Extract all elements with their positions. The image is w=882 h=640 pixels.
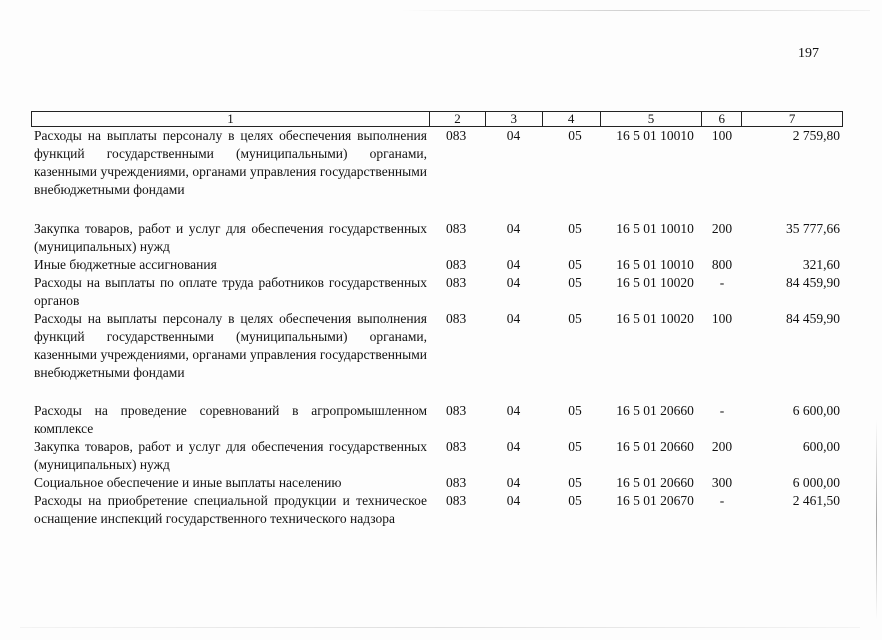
table-row — [31, 274, 843, 310]
amount: 35 777,66 — [786, 221, 840, 236]
target-article-code: 16 5 01 20660 — [616, 403, 694, 418]
amount: 6 600,00 — [792, 403, 840, 418]
expense-name: Социальное обеспечение и иные выплаты населению — [34, 475, 342, 490]
expense-name: Закупка товаров, работ и услуг для обеспечения государственных (муниципальных) нужд — [34, 439, 427, 472]
table-row — [31, 438, 843, 474]
subsection-code: 05 — [568, 439, 582, 454]
column-header-1: 1 — [227, 111, 234, 126]
subsection-code: 05 — [568, 275, 582, 290]
amount: 6 000,00 — [792, 475, 840, 490]
subsection-code: 05 — [568, 493, 582, 508]
section-code: 04 — [506, 221, 521, 236]
expense-name: Расходы на выплаты по оплате труда работников государственных органов — [34, 275, 427, 308]
ministry-code: 083 — [446, 128, 467, 143]
table-row — [31, 310, 843, 382]
section-code: 04 — [506, 403, 521, 418]
target-article-code: 16 5 01 10020 — [616, 311, 694, 326]
section-code: 04 — [506, 275, 521, 290]
expense-name: Расходы на проведение соревнований в агропромышленном комплексе — [34, 403, 427, 436]
expense-name: Расходы на выплаты персоналу в целях обеспечения выполнения функций государственными (муниципальными) органами, казенными учреждениями, органами управления государственными внебюджетными фондами — [34, 311, 427, 380]
expense-type-code: - — [719, 403, 725, 418]
subsection-code: 05 — [568, 475, 582, 490]
section-code: 04 — [506, 311, 521, 326]
table-row — [31, 256, 843, 274]
table-row — [31, 474, 843, 492]
table-row — [31, 492, 843, 528]
target-article-code: 16 5 01 10020 — [616, 275, 694, 290]
ministry-code: 083 — [446, 475, 467, 490]
expense-type-code: 100 — [711, 311, 733, 326]
subsection-code: 05 — [568, 403, 582, 418]
target-article-code: 16 5 01 10010 — [616, 128, 694, 143]
column-header-2: 2 — [429, 112, 485, 126]
section-code: 04 — [506, 493, 521, 508]
table-row — [31, 127, 843, 199]
target-article-code: 16 5 01 10010 — [616, 257, 694, 272]
ministry-code: 083 — [446, 439, 467, 454]
column-header-7: 7 — [741, 112, 842, 126]
section-code: 04 — [506, 128, 521, 143]
table-row — [31, 220, 843, 256]
page-number: 197 — [798, 46, 819, 61]
amount: 84 459,90 — [786, 275, 840, 290]
amount: 321,60 — [802, 257, 840, 272]
column-header-5: 5 — [600, 112, 702, 126]
budget-table — [31, 111, 843, 528]
amount: 84 459,90 — [786, 311, 840, 326]
target-article-code: 16 5 01 20670 — [616, 493, 694, 508]
expense-name: Расходы на приобретение специальной продукции и техническое оснащение инспекций государственного технического надзора — [34, 493, 427, 526]
target-article-code: 16 5 01 20660 — [616, 439, 694, 454]
expense-type-code: 100 — [711, 128, 733, 143]
expense-type-code: 300 — [711, 475, 733, 490]
amount: 2 759,80 — [792, 128, 840, 143]
expense-name: Закупка товаров, работ и услуг для обеспечения государственных (муниципальных) нужд — [34, 221, 427, 254]
scan-artifact-bottom — [20, 627, 860, 628]
column-header-6: 6 — [701, 112, 741, 126]
column-header-4: 4 — [542, 112, 600, 126]
ministry-code: 083 — [446, 493, 467, 508]
expense-type-code: - — [719, 275, 725, 290]
column-header-3: 3 — [485, 112, 542, 126]
section-code: 04 — [506, 475, 521, 490]
ministry-code: 083 — [446, 403, 467, 418]
scan-artifact-right — [876, 420, 877, 620]
subsection-code: 05 — [568, 221, 582, 236]
table-header-row — [31, 111, 843, 127]
target-article-code: 16 5 01 10010 — [616, 221, 694, 236]
section-code: 04 — [506, 257, 521, 272]
expense-type-code: - — [719, 493, 725, 508]
amount: 2 461,50 — [792, 493, 840, 508]
ministry-code: 083 — [446, 257, 467, 272]
ministry-code: 083 — [446, 311, 467, 326]
table-row — [31, 402, 843, 438]
ministry-code: 083 — [446, 221, 467, 236]
expense-type-code: 200 — [711, 221, 733, 236]
scan-artifact-top — [400, 10, 870, 11]
expense-type-code: 800 — [711, 257, 733, 272]
subsection-code: 05 — [568, 128, 582, 143]
expense-name: Расходы на выплаты персоналу в целях обеспечения выполнения функций государственными (муниципальными) органами, казенными учреждениями, органами управления государственными внебюджетными фондами — [34, 128, 427, 197]
section-code: 04 — [506, 439, 521, 454]
subsection-code: 05 — [568, 311, 582, 326]
ministry-code: 083 — [446, 275, 467, 290]
expense-type-code: 200 — [711, 439, 733, 454]
target-article-code: 16 5 01 20660 — [616, 475, 694, 490]
subsection-code: 05 — [568, 257, 582, 272]
expense-name: Иные бюджетные ассигнования — [34, 257, 217, 272]
amount: 600,00 — [802, 439, 840, 454]
